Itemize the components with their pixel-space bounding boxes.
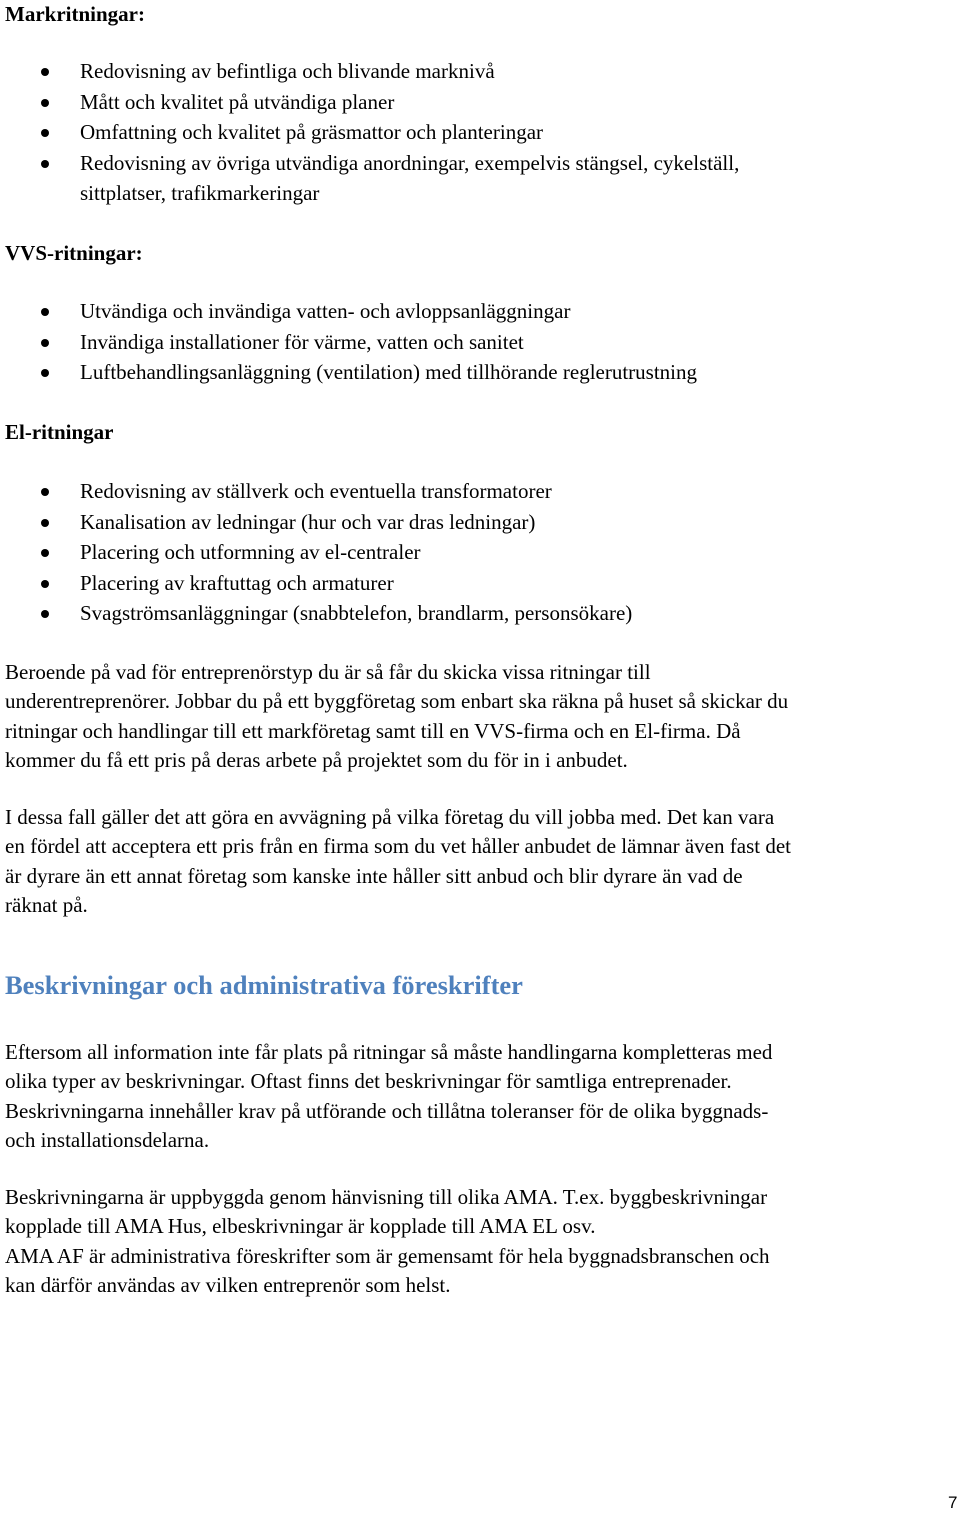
paragraph-beskrivningar: Eftersom all information inte får plats på ritningar så måste handlingarna kompletteras med olika typer av beskrivningar. Oftast finns det beskrivningar för samtliga entreprenader. Beskrivningarna innehåller krav på utförande och tillåtna toleranser för de olika byggnads- och installationsdelarna. — [5, 1040, 773, 1152]
page-number: 7 — [948, 1493, 958, 1512]
markritningar-list — [0, 56, 739, 209]
list-item: Placering av kraftuttag och armaturer — [0, 568, 632, 599]
vvs-list — [0, 296, 697, 388]
list-item: Omfattning och kvalitet på gräsmattor och planteringar — [0, 117, 739, 148]
markritningar-heading: Markritningar: — [5, 2, 145, 26]
list-item: Utvändiga och invändiga vatten- och avloppsanläggningar — [0, 296, 697, 327]
el-list — [0, 476, 632, 629]
list-item: Placering och utformning av el-centraler — [0, 537, 632, 568]
list-item: Kanalisation av ledningar (hur och var dras ledningar) — [0, 507, 632, 538]
paragraph-avvagning: I dessa fall gäller det att göra en avvägning på vilka företag du vill jobba med. Det kan vara en fördel att acceptera ett pris från en firma som du vet håller anbudet de lämnar även fast det är dyrare än ett annat företag som kanske inte håller sitt anbud och blir dyrare än vad de räknat på. — [5, 805, 791, 917]
list-item: Redovisning av ställverk och eventuella transformatorer — [0, 476, 632, 507]
bullet-icon — [41, 99, 49, 107]
section-title: Beskrivningar och administrativa föreskrifter — [5, 970, 523, 1000]
bullet-icon — [41, 160, 49, 168]
list-item: Invändiga installationer för värme, vatten och sanitet — [0, 327, 697, 358]
bullet-icon — [41, 339, 49, 347]
bullet-icon — [41, 549, 49, 557]
paragraph-ama: Beskrivningarna är uppbyggda genom hänvisning till olika AMA. T.ex. byggbeskrivningar kopplade till AMA Hus, elbeskrivningar är kopplade till AMA EL osv. AMA AF är administrativa föreskrifter som är gemensamt för hela byggnadsbranschen och kan därför användas av vilken entreprenör som helst. — [5, 1185, 770, 1297]
el-heading: El-ritningar — [5, 420, 114, 444]
list-item: Mått och kvalitet på utvändiga planer — [0, 87, 739, 118]
list-item: Redovisning av befintliga och blivande marknivå — [0, 56, 739, 87]
paragraph-entreprenorstyp: Beroende på vad för entreprenörstyp du är så får du skicka vissa ritningar till underentreprenörer. Jobbar du på ett byggföretag som enbart ska räkna på huset så skickar du ritningar och handlingar till ett markföretag samt till en VVS-firma och en El-firma. Då kommer du få ett pris på deras arbete på projektet som du för in i anbudet. — [5, 660, 789, 772]
vvs-heading: VVS-ritningar: — [5, 241, 143, 265]
bullet-icon — [41, 610, 49, 618]
bullet-icon — [41, 519, 49, 527]
bullet-icon — [41, 308, 49, 316]
list-item: Redovisning av övriga utvändiga anordningar, exempelvis stängsel, cykelställ, — [0, 148, 739, 179]
list-item-continuation: sittplatser, trafikmarkeringar — [80, 181, 320, 205]
bullet-icon — [41, 488, 49, 496]
list-item: Svagströmsanläggningar (snabbtelefon, brandlarm, personsökare) — [0, 598, 632, 629]
bullet-icon — [41, 580, 49, 588]
list-item: Luftbehandlingsanläggning (ventilation) med tillhörande reglerutrustning — [0, 357, 697, 388]
bullet-icon — [41, 129, 49, 137]
bullet-icon — [41, 68, 49, 76]
bullet-icon — [41, 369, 49, 377]
